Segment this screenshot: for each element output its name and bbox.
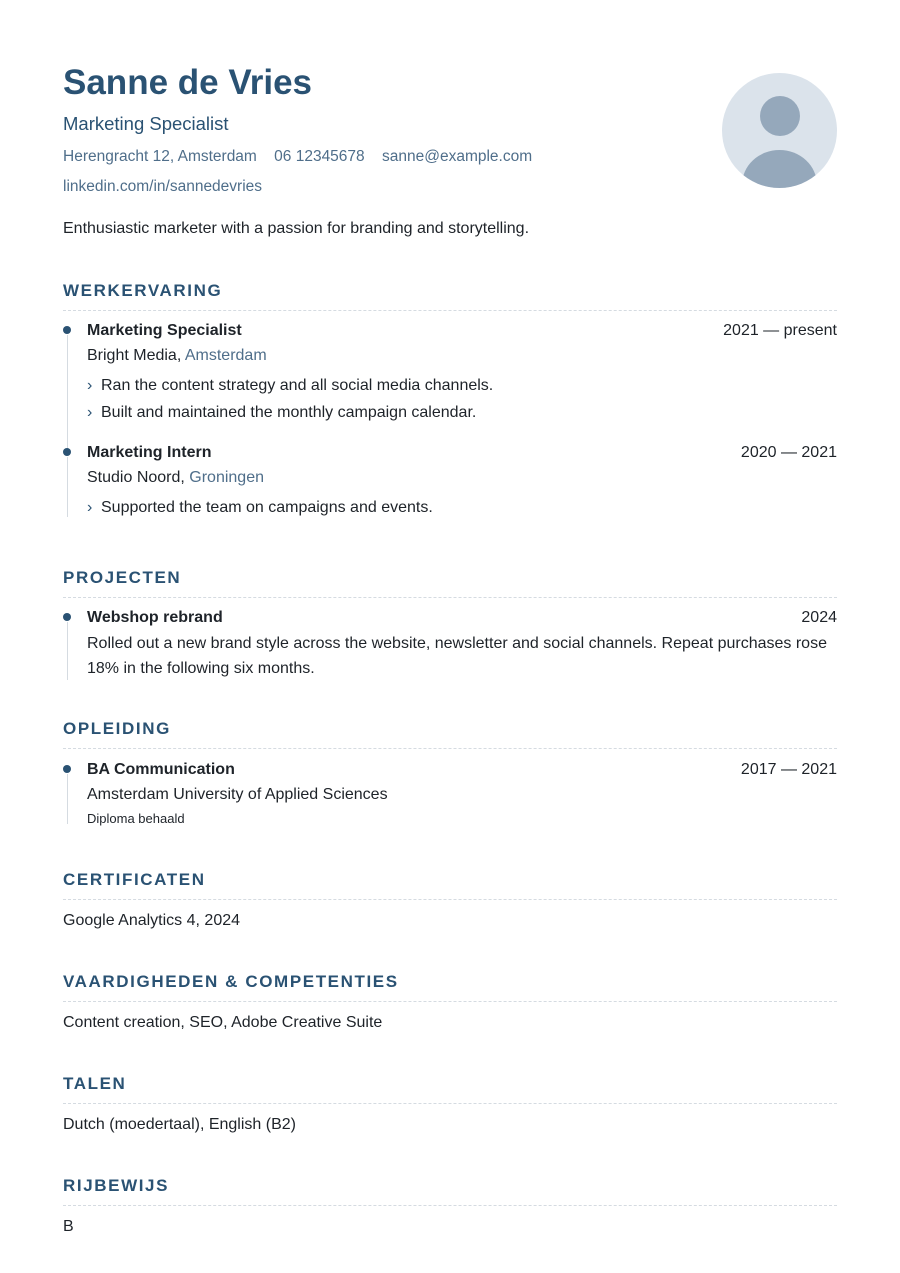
section-title: VAARDIGHEDEN & COMPETENTIES [63,972,399,991]
entry-bullets [87,376,837,423]
timeline-line [67,622,68,680]
entry-organization [87,346,837,366]
project-entry [63,608,837,681]
skills-text: Content creation, SEO, Adobe Creative Suite [63,1014,383,1031]
job-title: Marketing Specialist [63,113,229,134]
section-divider [63,899,837,900]
entry-organization [87,468,837,488]
timeline-dot-icon [63,765,71,773]
section-divider [63,1205,837,1206]
entry-date: 2017 — 2021 [740,761,837,778]
languages-section [63,1073,837,1135]
chevron-right-icon: › [87,377,93,394]
list-item [87,376,837,396]
profile-summary: Enthusiastic marketer with a passion for branding and storytelling. [63,220,530,237]
section-title: RIJBEWIJS [63,1176,170,1195]
list-item-text: Built and maintained the monthly campaign calendar. [101,404,477,421]
work-entry [63,321,837,423]
work-entry [63,443,837,518]
timeline-line [67,774,68,824]
license-text: B [63,1218,74,1235]
avatar-body-shape [742,150,817,188]
resume-header [63,60,837,240]
entry-description: Rolled out a new brand style across the website, newsletter and social channels. Repeat purchases rose 18% in the following six months. [87,635,827,677]
entry-date: 2021 — present [723,322,837,339]
person-avatar-icon [722,73,837,188]
projects-section [63,567,837,681]
section-divider [63,1103,837,1104]
list-item-text: Ran the content strategy and all social media channels. [101,377,494,394]
education-entry [63,760,837,828]
list-item-text: Supported the team on campaigns and events. [101,499,433,516]
address-text: Herengracht 12, Amsterdam [63,148,257,165]
section-title: PROJECTEN [63,568,182,587]
entry-date: 2020 — 2021 [740,444,837,461]
timeline-line [67,457,68,517]
entry-date: 2024 [801,609,837,626]
education-section [63,718,837,828]
chevron-right-icon: › [87,499,93,516]
org-city: Groningen [189,469,264,486]
entry-school: Amsterdam University of Applied Sciences [87,786,388,803]
org-separator: , [180,469,190,486]
entry-bullets [87,498,837,518]
phone-text: 06 12345678 [274,148,365,165]
chevron-right-icon: › [87,404,93,421]
contact-line [63,146,837,168]
section-divider [63,597,837,598]
entry-title: Webshop rebrand [87,609,223,626]
email-link[interactable]: sanne@example.com [381,148,533,165]
org-name: Studio Noord [87,469,181,486]
entry-note: Diploma behaald [87,811,185,826]
section-divider [63,1001,837,1002]
org-name: Bright Media [87,347,177,364]
section-title: CERTIFICATEN [63,870,206,889]
person-name: Sanne de Vries [63,63,313,102]
section-divider [63,310,837,311]
work-section [63,280,837,525]
list-item [87,498,837,518]
org-city: Amsterdam [184,347,267,364]
entry-title: Marketing Intern [87,444,212,461]
org-separator: , [176,347,185,364]
timeline-dot-icon [63,613,71,621]
section-divider [63,748,837,749]
timeline-dot-icon [63,448,71,456]
certificates-section [63,869,837,931]
timeline-dot-icon [63,326,71,334]
list-item [87,403,837,423]
certificates-text: Google Analytics 4, 2024 [63,912,241,929]
section-title: OPLEIDING [63,719,171,738]
linkedin-link[interactable]: linkedin.com/in/sannedevries [63,178,263,195]
languages-text: Dutch (moedertaal), English (B2) [63,1116,296,1133]
section-title: WERKERVARING [63,281,223,300]
timeline-line [67,335,68,451]
skills-section [63,971,837,1033]
section-title: TALEN [63,1074,127,1093]
entry-title: BA Communication [87,761,235,778]
license-section [63,1175,837,1237]
avatar-head-shape [760,96,800,136]
entry-title: Marketing Specialist [87,322,242,339]
